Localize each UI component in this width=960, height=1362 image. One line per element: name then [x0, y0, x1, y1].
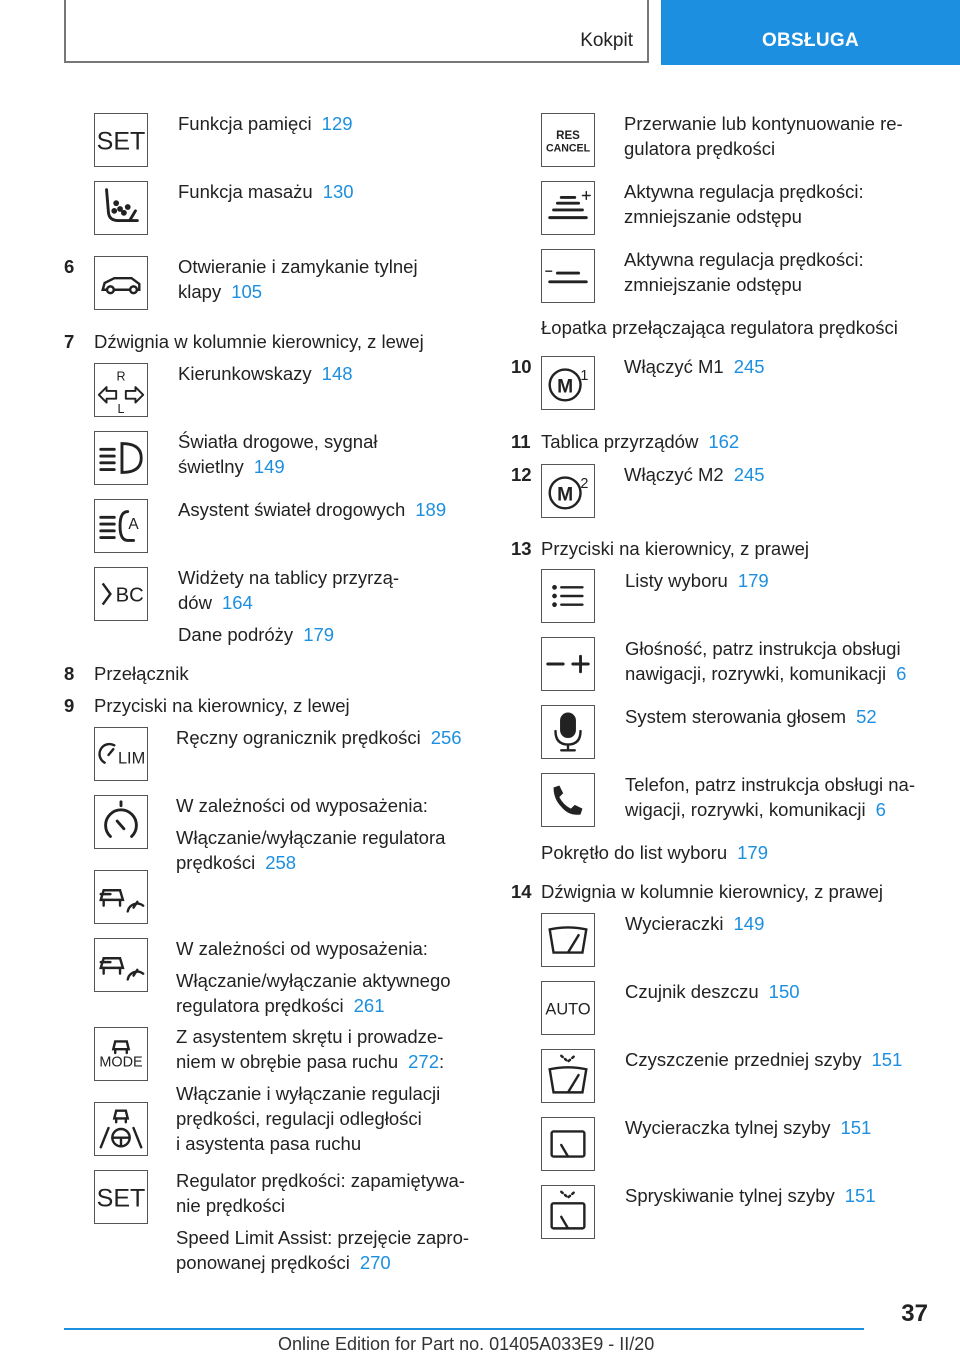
widgets-text: Widżety na tablicy przyrzą- dów 164	[178, 567, 400, 613]
microphone-icon	[541, 705, 595, 759]
high-beam-icon	[94, 431, 148, 485]
selection-lists-text: Listy wyboru 179	[625, 570, 769, 591]
page-ref-link[interactable]: 151	[871, 1049, 903, 1070]
m2-text: Włączyć M2 245	[624, 464, 765, 485]
set-speed-text: Regulator prędkości: zapamiętywa- nie prędkości Speed Limit Assist: przejęcie zapro- ponowanej prędkości 270	[176, 1170, 470, 1273]
item-number: 13	[511, 538, 532, 559]
list-icon	[541, 569, 595, 623]
high-beam-assist-icon	[94, 499, 148, 553]
edition-footer: Online Edition for Part no. 01405A033E9 - II/20	[278, 1334, 655, 1354]
resume-text: Przerwanie lub kontynuowanie re- gulatora prędkości	[624, 113, 903, 159]
page-ref-link[interactable]: 245	[733, 356, 765, 377]
distance-plus-icon	[541, 181, 595, 235]
left-lever-heading: Dźwignia w kolumnie kierownicy, z lewej	[94, 331, 424, 352]
rear-wiper-text: Wycieraczka tylnej szyby 151	[625, 1117, 872, 1138]
massage-seat-icon	[94, 181, 148, 235]
right-buttons-heading: Przyciski na kierownicy, z prawej	[541, 538, 809, 559]
right-lever-heading: Dźwignia w kolumnie kierownicy, z prawej	[541, 881, 884, 902]
m1-button-icon	[541, 356, 595, 410]
page-ref-link[interactable]: 149	[253, 456, 285, 477]
switch-heading: Przełącznik	[94, 663, 189, 684]
svg-text:M: M	[557, 376, 574, 398]
page-ref-link[interactable]: 245	[733, 464, 765, 485]
page-ref-link[interactable]: 189	[415, 499, 447, 520]
page-number: 37	[901, 1300, 928, 1327]
page-ref-link[interactable]: 270	[359, 1252, 391, 1273]
bc-button-icon	[94, 567, 148, 621]
windshield-washer-icon	[541, 1049, 595, 1103]
high-beam-text: Światła drogowe, sygnał świetlny 149	[178, 431, 378, 477]
car-speed-icon	[94, 870, 148, 924]
chapter-tab	[661, 0, 960, 65]
distance-minus-text: Aktywna regulacja prędkości: zmniejszanie odstępu	[624, 249, 864, 295]
turn-signal-icon	[94, 363, 148, 417]
item-number: 9	[64, 695, 75, 716]
thumbwheel-text: Pokrętło do list wyboru 179	[541, 842, 768, 863]
speed-limiter-icon	[94, 727, 148, 781]
windshield-wiper-icon	[541, 913, 595, 967]
rear-wiper-icon	[541, 1117, 595, 1171]
massage-function-text: Funkcja masażu 130	[178, 181, 354, 202]
page-ref-link[interactable]: 130	[322, 181, 354, 202]
m2-button-icon	[541, 464, 595, 518]
svg-text:A: A	[128, 515, 139, 533]
svg-text:SET: SET	[96, 127, 146, 156]
page-ref-link[interactable]: 164	[221, 592, 253, 613]
page-ref-link[interactable]: 148	[321, 363, 353, 384]
svg-text:2: 2	[580, 476, 589, 493]
svg-text:CANCEL: CANCEL	[545, 142, 591, 155]
page-ref-link[interactable]: 272	[408, 1051, 440, 1072]
svg-text:RES: RES	[556, 130, 580, 143]
cruise-control-icon	[94, 795, 148, 849]
phone-text: Telefon, patrz instrukcja obsługi na- wigacji, rozrywki, komunikacji 6	[625, 774, 915, 820]
page-ref-link[interactable]: 179	[303, 624, 335, 645]
svg-text:M: M	[557, 484, 574, 506]
chapter-tab-label: OBSŁUGA	[761, 30, 860, 51]
phone-icon	[541, 773, 595, 827]
svg-text:LIM: LIM	[117, 749, 146, 768]
item-number: 7	[64, 331, 75, 352]
svg-text:R: R	[116, 369, 126, 384]
rear-washer-icon	[541, 1185, 595, 1239]
distance-minus-icon	[541, 249, 595, 303]
item-number: 12	[511, 464, 532, 485]
svg-text:SET: SET	[96, 1184, 146, 1213]
svg-text:AUTO: AUTO	[545, 1000, 591, 1019]
page-ref-link[interactable]: 150	[768, 981, 800, 1002]
page-ref-link[interactable]: 149	[733, 913, 765, 934]
paddle-heading: Łopatka przełączająca regulatora prędkości	[541, 317, 898, 338]
item-number: 8	[64, 663, 75, 684]
page-ref-link[interactable]: 129	[321, 113, 353, 134]
page-ref-link[interactable]: 162	[708, 431, 740, 452]
page-ref-link[interactable]: 52	[856, 706, 877, 727]
front-washer-text: Czyszczenie przedniej szyby 151	[625, 1049, 903, 1070]
turn-signals-text: Kierunkowskazy 148	[178, 363, 353, 384]
item-number: 6	[64, 256, 75, 277]
high-beam-assist-text: Asystent świateł drogowych 189	[178, 499, 447, 520]
rear-washer-text: Spryskiwanie tylnej szyby 151	[625, 1185, 876, 1206]
svg-text:BC: BC	[115, 584, 144, 607]
res-cancel-icon	[541, 113, 595, 167]
svg-text:1: 1	[580, 368, 589, 385]
page-ref-link[interactable]: 6	[896, 663, 907, 684]
volume-text: Głośność, patrz instrukcja obsługi nawigacji, rozrywki, komunikacji 6	[625, 638, 907, 684]
rain-sensor-text: Czujnik deszczu 150	[625, 981, 800, 1002]
page-ref-link[interactable]: 151	[844, 1185, 876, 1206]
lane-assist-text: Z asystentem skrętu i prowadze- niem w obrębie pasa ruchu 272: Włączanie i wyłączanie regulacji prędkości, regulacji odległości i asystenta pasa ruchu	[176, 1026, 445, 1154]
page-ref-link[interactable]: 256	[430, 727, 462, 748]
svg-text:L: L	[117, 402, 125, 416]
left-buttons-heading: Przyciski na kierownicy, z lewej	[94, 695, 350, 716]
footer-rule	[64, 1328, 864, 1330]
memory-function-text: Funkcja pamięci 129	[178, 113, 353, 134]
page-ref-link[interactable]: 179	[737, 570, 769, 591]
wipers-text: Wycieraczki 149	[625, 913, 765, 934]
item-number: 14	[511, 881, 532, 902]
volume-plus-minus-icon	[541, 637, 595, 691]
running-header	[64, 0, 649, 63]
auto-rain-sensor-icon	[541, 981, 595, 1035]
page-ref-link[interactable]: 179	[737, 842, 768, 863]
section-title: Kokpit	[580, 30, 633, 51]
trip-data-text: Dane podróży 179	[178, 624, 335, 645]
tailgate-car-icon	[94, 256, 148, 310]
page-ref-link[interactable]: 105	[231, 281, 263, 302]
distance-plus-text: Aktywna regulacja prędkości: zmniejszanie odstępu	[624, 181, 864, 227]
m1-text: Włączyć M1 245	[624, 356, 765, 377]
page-ref-link[interactable]: 6	[875, 799, 886, 820]
driving-assist-icon	[94, 1102, 148, 1156]
item-number: 10	[511, 356, 532, 377]
set-icon	[94, 113, 148, 167]
speed-limiter-text: Ręczny ogranicznik prędkości 256	[176, 727, 462, 748]
active-cruise-icon	[94, 938, 148, 992]
tailgate-text: Otwieranie i zamykanie tylnej klapy 105	[178, 256, 418, 302]
item-number: 11	[511, 431, 531, 452]
cruise-control-text: W zależności od wyposażenia: Włączanie/wyłączanie regulatora prędkości 258	[176, 795, 446, 873]
mode-button-icon	[94, 1027, 148, 1081]
svg-text:MODE: MODE	[99, 1054, 143, 1071]
instrument-cluster-heading: Tablica przyrządów 162	[541, 431, 740, 452]
page-ref-link[interactable]: 261	[353, 995, 385, 1016]
voice-control-text: System sterowania głosem 52	[625, 706, 877, 727]
page-ref-link[interactable]: 258	[265, 852, 297, 873]
active-cruise-text: W zależności od wyposażenia: Włączanie/wyłączanie aktywnego regulatora prędkości 261	[176, 938, 451, 1016]
set-speed-icon	[94, 1170, 148, 1224]
page-ref-link[interactable]: 151	[840, 1117, 872, 1138]
